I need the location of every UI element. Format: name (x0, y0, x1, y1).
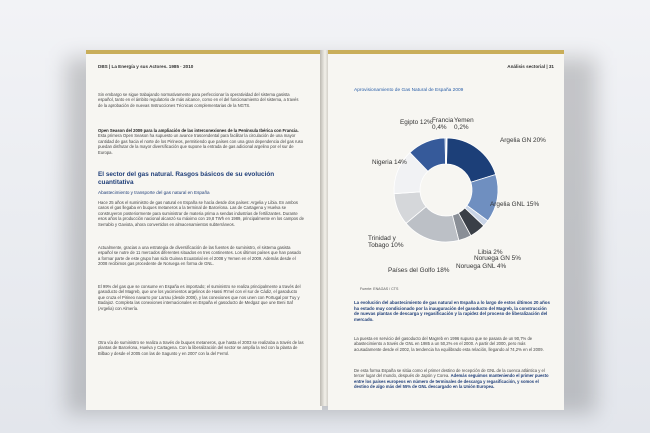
running-head-left: DBS | La Energía y sus Actores. 1985 · 2010 (98, 64, 194, 69)
donut-chart (328, 94, 564, 289)
donut-label-argelia-gnl: Argelia GNL 15% (490, 201, 540, 208)
donut-label-noruega-gn: Noruega GN 5% (474, 255, 521, 262)
open-season-paragraph (98, 128, 304, 155)
donut-label-trinidad-y-tobago: Trinidad y Tobago 10% (368, 235, 404, 249)
running-head-right: Análisis sectorial | 31 (507, 64, 554, 69)
donut-label-argelia-gn: Argelia GN 20% (500, 137, 546, 144)
open-season-text: Esta primera Open Season ha supuesto un avance trascendental para facilitar la circulación de una mayor cantidad de gas hacia el norte de los Pirineos, permitiendo que países con una gran dependencia del gas ruso puedan disfrutar de la mayor diversificación que supone la entrada de gas adicional argelino por el sur de Europa. (98, 133, 304, 155)
chart-caption: Aprovisionamiento de Gas Natural de España 2009 (354, 88, 464, 93)
donut-slice-argelia-gn (447, 138, 496, 182)
donut-label-pa-ses-del-golfo: Países del Golfo 18% (388, 267, 450, 274)
paragraph-3: El 99% del gas que se consume en España es importado; el suministro se realiza principalmente a través del gasoducto del Magreb, que une los yacimientos argelinos de Hassi R'mel con el sur de Cádiz, el gasoducto que cruza el Pirineo navarro por Larrau (desde 2006), y las conexiones que nos unen con Portugal por Tuy y Badajoz. Completa las conexiones internacionales en España el gasoducto de Medgaz que une Beni Saf (Argelia) con Almería. (98, 284, 301, 311)
right-page (328, 50, 564, 410)
chart-source: Fuente: ENAGAS / CTS (360, 287, 399, 291)
right-paragraph-2-bold: Además seguimos manteniendo el primer puesto entre los países europeos en número de terminales de descarga y regasificación, y somos el destino de algo más del 55% de GNL descargado en la Unión Europea. (354, 373, 549, 390)
donut-label-noruega-gnl: Noruega GNL 4% (456, 263, 507, 270)
donut-label-egipto: Egipto 12% (400, 119, 433, 126)
right-paragraph-1: La puesta en servicio del gasoducto del Magreb en 1996 supuso que se pasara de un 90,7% de abastecimiento a través de GNL en 1985 a un 50,2% en el 2000. A partir del 2000, pero más acusadamente desde el 2002, la tendencia ha equilibrado esta relación, llegando al 74,2% en el 2009. (354, 336, 544, 352)
section-title: El sector del gas natural. Rasgos básicos de su evolución cuantitativa (98, 171, 275, 186)
right-paragraph-2-normal: De esta forma España se sitúa como el primer destino de recepción de GNL de la cuenca atlántica y el tercer lugar del mundo, después de Japón y Corea. (354, 368, 545, 379)
donut-label-francia: Francia 0,4% (432, 117, 454, 131)
right-paragraph-2 (354, 368, 550, 390)
donut-label-yemen: Yemen 0,2% (454, 117, 474, 131)
donut-label-nigeria: Nigeria 14% (372, 159, 407, 166)
donut-label-libia: Libia 2% (478, 249, 503, 256)
subsection-title: Abastecimiento y transporte del gas natural en España (98, 190, 210, 195)
donut-slice-yemen (446, 138, 447, 164)
left-page (86, 50, 322, 410)
open-season-title: Open Season del 2009 para la ampliación de las interconexiones de la Península Ibérica con Francia. (98, 128, 299, 133)
intro-paragraph: Sin embargo se sigue trabajando normativamente para perfeccionar la operatividad del sistema gasista español, tanto en el ámbito regulatorio de más alcance, como en el del funcionamiento del sistema, a través de la aprobación de nuevas Instrucciones Técnicas complementarias de la NGTS. (98, 92, 299, 108)
highlight-paragraph: La evolución del abastecimiento de gas natural en España a lo largo de estos últimos 20 años ha estado muy condicionado por la inauguración del gasoducto del Magreb, la construcción de nuevas plantas de descarga y regasificación y la rapidez del proceso de liberalización del mercado. (354, 300, 550, 322)
paragraph-1: Hace 25 años el suministro de gas natural en España se hacía desde dos países: Argelia y Libia. En ambos casos el gas llegaba en buques metaneros a la terminal de Barcelona. Las de Cartagena y Huelva se construyeron posteriormente para suministrar de materia prima a sendas industrias de fertilizantes. Durante esos años la producción nacional alcanzó su máximo con 19,8 TWh en 1989, principalmente en los campos de Serrablo y Gaviota, ahora convertidos en almacenamientos subterráneos. (98, 200, 304, 227)
paragraph-2: Actualmente, gracias a una estrategia de diversificación de las fuentes de suministro, el sistema gasista español se nutre de 11 mercados diferentes situados en tres continentes. Los últimos países que han pasado a formar parte de este grupo han sido Guinea Ecuatorial en el 2008 y Yemen en el 2009. Además desde el 2008 recibimos gas procedente de Noruega en forma de GNL. (98, 245, 301, 267)
paragraph-4: Otra vía de suministro se realiza a través de buques metaneros, que hasta el 2003 se realizaba a través de las plantas de Barcelona, Huelva y Cartagena. Con la liberalización del sector se amplía la red con la planta de Bilbao y desde el 2005 con las de Sagunto y en 2007 con la del Ferrol. (98, 340, 304, 356)
